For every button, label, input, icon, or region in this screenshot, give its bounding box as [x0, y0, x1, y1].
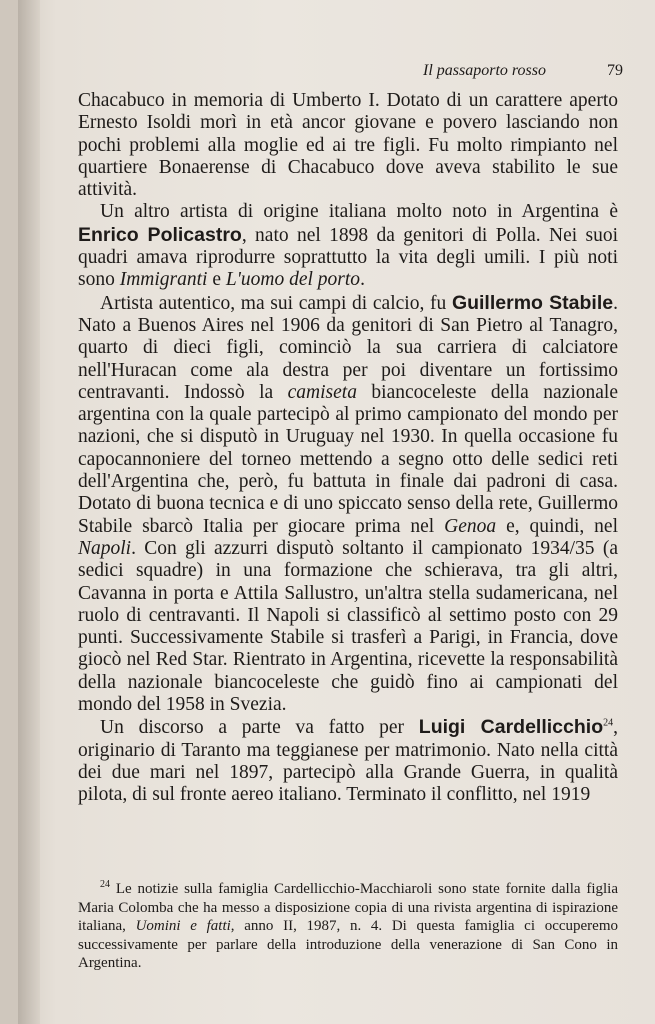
name-cardellicchio: Luigi Cardellicchio	[418, 716, 604, 739]
page-gutter	[18, 0, 40, 1024]
footnotes	[78, 880, 618, 973]
paragraph-3: Artista autentico, ma sui campi di calcio, fu Guillermo Stabile. Nato a Buenos Aires nel 1906 da genitori di San Pietro al Tanagro, quarto di dieci figli, cominciò la sua carriera di calciatore nell'Huracan come ala destra per poi diventare un fortissimo centravanti. Indossò la camiseta biancoceleste della nazionale argentina con la quale partecipò al primo campionato del mondo per nazioni, che si disputò in Uruguay nel 1930. In quella occasione fu capocannoniere del torneo mettendo a segno otto delle sedici reti dell'Argentina che, però, fu battuta in finale dai padroni di casa. Dotato di buona tecnica e di uno spiccato senso della rete, Guillermo Stabile sbarcò Italia per giocare prima nel Genoa e, quindi, nel Napoli. Con gli azzurri disputò soltanto il campionato 1934/35 (a sedici squadre) in una formazione che schierava, tra gli altri, Cavanna in porta e Attila Sallustro, un'altra stella sudamericana, nel ruolo di centravanti. Il Napoli si classificò al settimo posto con 29 punti. Successivamente Stabile si trasferì a Parigi, in Francia, dove giocò nel Red Star. Rientrato in Argentina, ricevette la responsabilità della nazionale biancoceleste che guidò fino ai campionati del mondo del 1958 in Svezia.	[78, 291, 618, 716]
footnote-24: $^{24}$ Le notizie sulla famiglia Cardellicchio-Macchiaroli sono state fornite dalla figlia Maria Colomba che ha messo a disposizione copia di una rivista argentina di ispirazione italiana, Uomini e fatti, anno II, 1987, n. 4. Di questa famiglia ci occuperemo successivamente per parlare della introduzione della venerazione di San Cono in Argentina.	[78, 879, 618, 971]
page-number: 79	[607, 62, 623, 79]
footnote-number: 24	[100, 879, 110, 890]
footnote-ref: 24	[603, 717, 614, 729]
book-page	[18, 0, 655, 1024]
paragraph-2: Un altro artista di origine italiana molto noto in Argentina è Enrico Policastro, nato nel 1898 da genitori di Polla. Nei suoi quadri amava riprodurre soprattutto la vita degli umili. I più noti sono Immigranti e L'uomo del porto.	[78, 201, 618, 291]
body-text	[78, 90, 618, 807]
paragraph-1: Chacabuco in memoria di Umberto I. Dotato di un carattere aperto Ernesto Isoldi morì in età ancor giovane e povero lasciando non pochi problemi alla moglie ed ai tre figli. Fu molto rimpianto nel quartiere Bonaerense di Chacabuco dove aveva stabilito le sue attività.	[78, 90, 618, 201]
paragraph-4: Un discorso a parte va fatto per Luigi Cardellicchio$^{24}$, originario di Taranto ma teggianese per matrimonio. Nato nella città dei due mari nel 1897, partecipò alla Grande Guerra, in qualità pilota, di sul fronte aereo italiano. Terminato il conflitto, nel 1919	[78, 716, 618, 806]
name-policastro: Enrico Policastro	[78, 223, 242, 246]
running-title: Il passaporto rosso	[423, 62, 546, 79]
name-stabile: Guillermo Stabile	[451, 291, 614, 314]
running-head	[423, 62, 623, 80]
